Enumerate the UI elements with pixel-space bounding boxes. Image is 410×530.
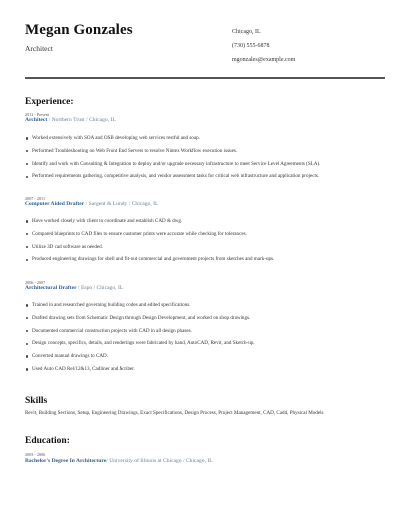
job-header	[25, 201, 158, 207]
education-dates: 2003 - 2006	[25, 452, 46, 457]
job-company: / Espo / Chicago, IL	[76, 285, 124, 291]
list-item: Drafted drawing sets from Schematic Design through Design Development, and worked on shop drawings.	[25, 315, 255, 328]
experience-heading: Experience:	[25, 97, 74, 107]
job-bullets	[25, 218, 274, 269]
candidate-role: Architect	[25, 44, 53, 53]
job-header	[25, 285, 123, 291]
contact-city: Chicago, IL	[232, 29, 261, 35]
job-bullets	[25, 302, 255, 379]
list-item: Performed Troubleshooting on Web Front End Servers to resolve Nintex Workflow execution issues.	[25, 148, 320, 161]
list-item: Performed requirements gathering, competitive analysis, and vendor assessment tasks for critical web infrastructure and application projects.	[25, 173, 320, 186]
school-name: / University of Illinois at Chicago / Chicago, IL	[106, 458, 213, 464]
job-company: / Northern Trust / Chicago, IL	[47, 117, 116, 123]
job-title: Architect	[25, 117, 48, 123]
list-item: Converted manual drawings to CAD.	[25, 353, 255, 366]
candidate-name: Megan Gonzales	[25, 22, 133, 38]
list-item: Utilize 3D cad software as needed.	[25, 244, 274, 257]
list-item: Compared blueprints to CAD files to ensure customer prints were accurate while checking for tolerances.	[25, 231, 274, 244]
list-item: Identify and work with Consulting & Integration to deploy and/or upgrade necessary infrastructure to meet Service Level Agreements (SLA).	[25, 161, 320, 174]
job-bullets	[25, 135, 320, 186]
contact-phone: (730) 555-6878	[232, 43, 270, 49]
header-divider	[25, 77, 385, 79]
list-item: Produced engineering drawings for shell and fit-out commercial and government projects from sketches and mark-ups.	[25, 256, 274, 269]
list-item: Have worked closely with client to coordinate and establish CAD & dwg.	[25, 218, 274, 231]
job-title: Architectural Drafter	[25, 285, 77, 291]
contact-email: mgonzales@example.com	[232, 57, 296, 63]
job-header	[25, 117, 116, 123]
list-item: Used Auto CAD Rel/12&13, Cadliner and $criber.	[25, 366, 255, 379]
skills-list: Revit, Building Sections, Setup, Engineering Drawings, Exact Specifications, Design Process, Project Management, CAD, Cadd, Physical Models	[25, 410, 324, 416]
job-dates: 2007 - 2011	[25, 196, 46, 201]
job-dates: 2011 - Present	[25, 112, 50, 117]
list-item: Documented commercial construction projects with CAD in all design phases.	[25, 328, 255, 341]
job-title: Computer Aided Drafter	[25, 201, 85, 207]
job-company: / Sargent & Lundy / Chicago, IL	[84, 201, 159, 207]
education-header	[25, 458, 213, 464]
list-item: Design concepts, specifics, details, and renderings were fabricated by hand, AutoCAD, Revit, and Sketch-up.	[25, 340, 255, 353]
skills-heading: Skills	[25, 396, 48, 406]
list-item: Worked extensively with SOA and OSB developing web services restful and soap.	[25, 135, 320, 148]
degree-title: Bachelor's Degree In Architecture	[25, 458, 107, 464]
list-item: Trained in and researched governing building codes and edited specifications.	[25, 302, 255, 315]
job-dates: 2006 - 2007	[25, 280, 46, 285]
education-heading: Education:	[25, 436, 70, 446]
